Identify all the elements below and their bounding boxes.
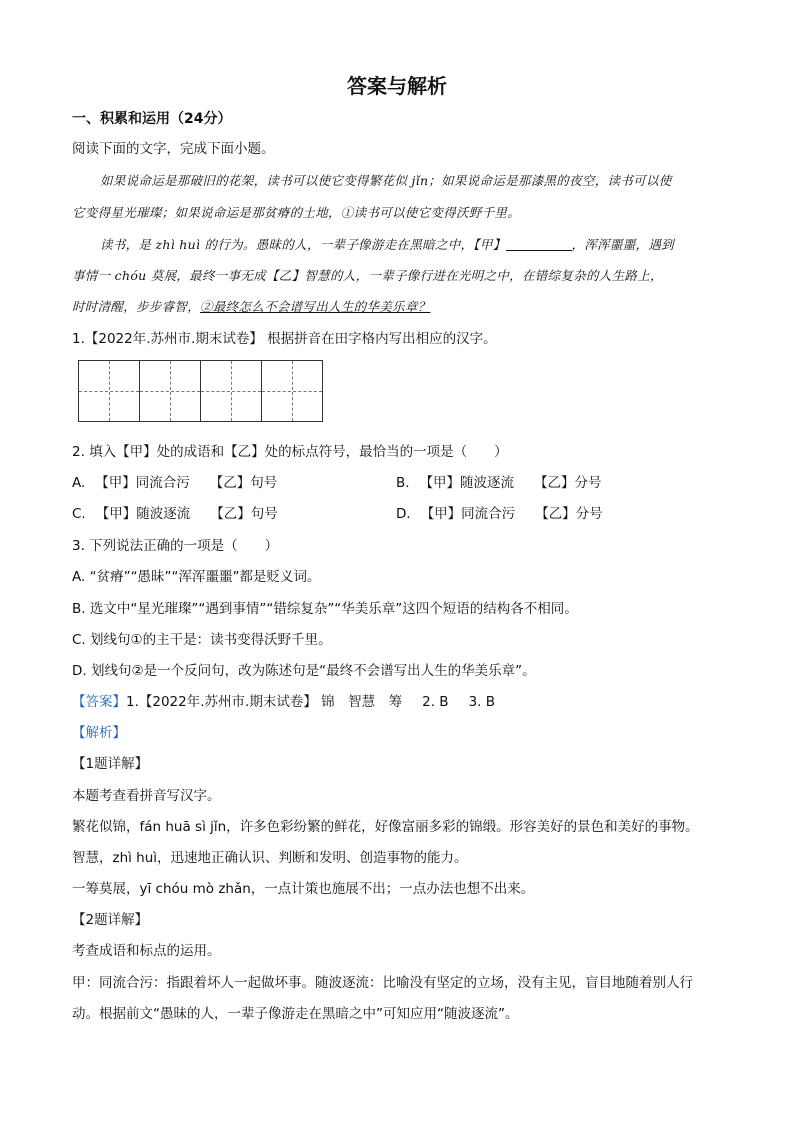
detail-1-line: 繁花似锦，fán huā sì jǐn，许多色彩纷繁的鲜花，好像富丽多彩的锦缎。形容美好的景色和美好的事物。 (72, 819, 699, 835)
passage-p1-line1: 如果说命运是那破旧的花架，读书可以使它变得繁花似 jǐn；如果说命运是那漆黑的夜空，读书可以使 (100, 173, 672, 188)
answer-3: 3. B (468, 694, 495, 710)
detail-2-line: 动。根据前文“愚昧的人，一辈子像游走在黑暗之中”可知应用“随波逐流”。 (72, 1006, 519, 1022)
answer-2: 2. B (422, 694, 449, 710)
option-label: C. (72, 506, 86, 522)
detail-1-line: 智慧，zhì huì，迅速地正确认识、判断和发明、创造事物的能力。 (72, 850, 468, 866)
option-jia: 【甲】随波逐流 (419, 475, 515, 491)
answer-tag: 【答案】 (72, 694, 126, 710)
question-3-option-d: D. 划线句②是一个反问句，改为陈述句是“最终不会谱写出人生的华美乐章”。 (72, 663, 536, 679)
underlined-sentence-2: ②最终怎么不会谱写出人生的华美乐章？ (200, 299, 431, 314)
question-3-stem: 3. 下列说法正确的一项是（ ） (72, 538, 279, 554)
option-jia: 【甲】随波逐流 (95, 506, 191, 522)
instruction: 阅读下面的文字，完成下面小题。 (72, 141, 275, 157)
question-2-option-b (396, 474, 734, 492)
answer-blank (506, 236, 572, 251)
question-3-option-a: A. “贫瘠”“愚昧”“浑浑噩噩”都是贬义词。 (72, 569, 321, 585)
passage-p1-line2: 它变得星光璀璨；如果说命运是那贫瘠的土地，①读书可以使它变得沃野千里。 (72, 205, 521, 220)
passage-p2-line1-a: 读书，是 zhì huì 的行为。愚昧的人，一辈子像游走在黑暗之中，【甲】 (100, 237, 506, 252)
option-jia: 【甲】同流合污 (420, 506, 516, 522)
option-label: A. (72, 475, 86, 491)
option-yi: 【乙】句号 (209, 475, 278, 491)
tianzige-cell[interactable] (200, 360, 262, 422)
detail-2-heading: 【2题详解】 (72, 912, 149, 928)
detail-1-heading: 【1题详解】 (72, 756, 149, 772)
tianzige-cell[interactable] (139, 360, 201, 422)
option-yi: 【乙】分号 (534, 475, 602, 491)
passage-p2-line2: 事情一 chóu 莫展，最终一事无成【乙】智慧的人，一辈子像行进在光明之中，在错综复杂的人生路上， (72, 268, 663, 283)
question-3-option-c: C. 划线句①的主干是：读书变得沃野千里。 (72, 632, 332, 648)
question-2-option-d (396, 505, 734, 523)
option-yi: 【乙】句号 (210, 506, 278, 522)
analysis-tag: 【解析】 (72, 725, 126, 741)
question-2-stem: 2. 填入【甲】处的成语和【乙】处的标点符号，最恰当的一项是（ ） (72, 444, 508, 460)
passage-p2-line3-a: 时时清醒，步步睿智， (72, 299, 201, 314)
passage-p2-line3 (72, 298, 734, 316)
option-yi: 【乙】分号 (535, 506, 603, 522)
passage-p2-line1 (100, 236, 734, 254)
passage-p2-line1-b: ，浑浑噩噩，遇到 (571, 237, 674, 252)
detail-1-line: 本题考查看拼音写汉字。 (72, 788, 221, 804)
tianzige-cell[interactable] (261, 360, 323, 422)
question-1: 1.【2022年.苏州市.期末试卷】 根据拼音在田字格内写出相应的汉字。 (72, 331, 497, 347)
question-3-option-b: B. 选文中“星光璀璨”“遇到事情”“错综复杂”“华美乐章”这四个短语的结构各不相同。 (72, 601, 578, 617)
detail-1-line: 一筹莫展，yī chóu mò zhǎn，一点计策也施展不出；一点办法也想不出来。 (72, 881, 535, 897)
option-label: B. (396, 475, 410, 491)
answer-line (72, 693, 734, 711)
section-heading: 一、积累和运用（24分） (72, 111, 232, 127)
page-title: 答案与解析 (347, 74, 447, 98)
option-label: D. (396, 506, 411, 522)
tianzige-grid (78, 360, 322, 424)
tianzige-cell[interactable] (78, 360, 140, 422)
detail-2-line: 考查成语和标点的运用。 (72, 943, 221, 959)
answer-1: 1.【2022年.苏州市.期末试卷】 锦 智慧 筹 (126, 694, 403, 710)
option-jia: 【甲】同流合污 (95, 475, 190, 491)
detail-2-line: 甲：同流合污：指跟着坏人一起做坏事。随波逐流：比喻没有坚定的立场，没有主见，盲目地随着别人行 (72, 975, 693, 991)
